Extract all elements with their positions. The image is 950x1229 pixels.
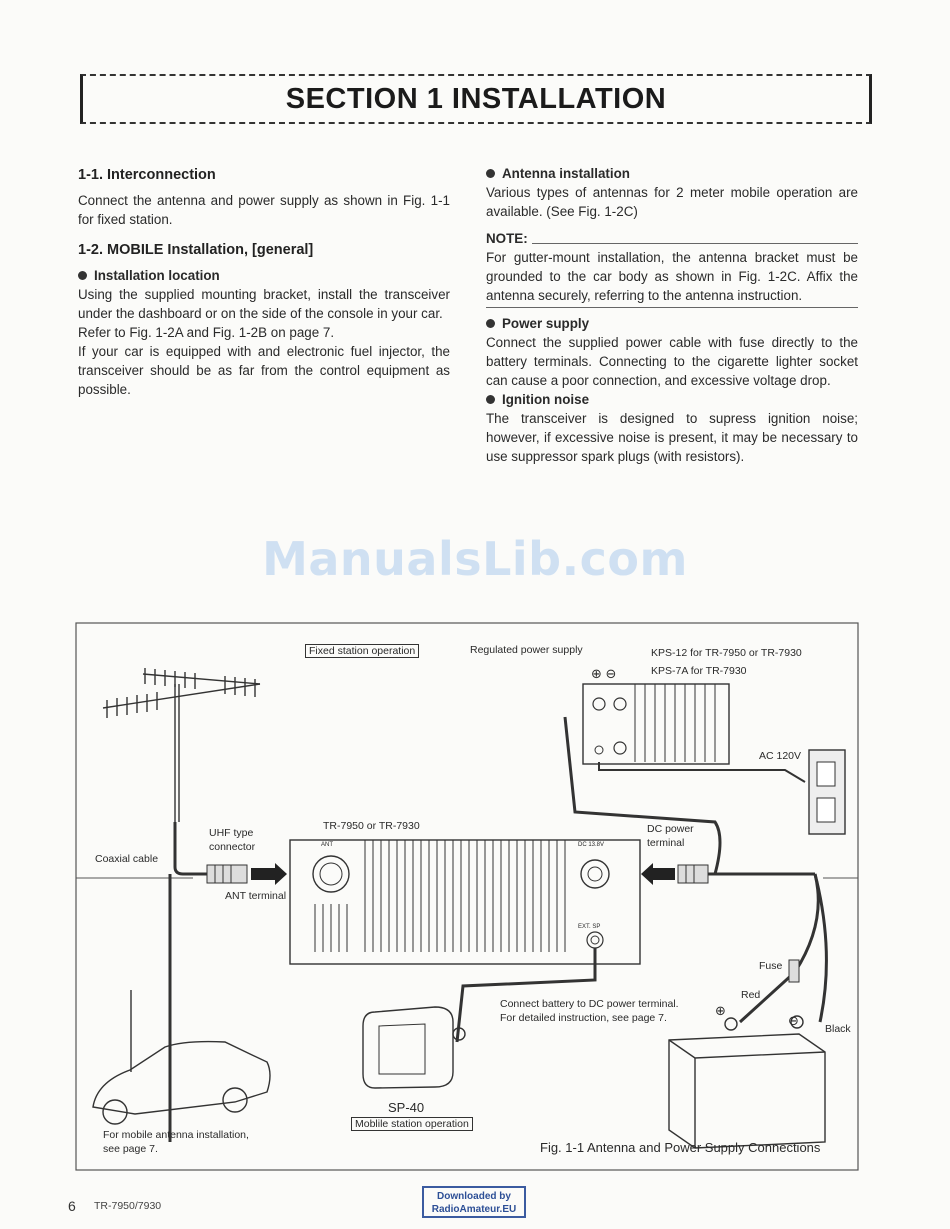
left-column (78, 166, 450, 399)
battery-plus-icon: ⊕ (715, 1003, 726, 1018)
battery-minus-icon: ⊖ (788, 1013, 799, 1028)
dc-power-label-2: terminal (647, 837, 685, 849)
uhf-label-2: connector (209, 841, 256, 853)
power-supply-icon (583, 684, 729, 764)
heading-mobile-installation: 1-2. MOBILE Installation, [general] (78, 242, 314, 258)
yagi-antenna-icon (103, 668, 260, 822)
speaker-icon (363, 1007, 465, 1088)
uhf-label-1: UHF type (209, 827, 254, 839)
transceiver-icon (290, 840, 640, 964)
download-stamp (422, 1186, 526, 1218)
antenna-installation-title (486, 164, 858, 183)
installation-location-label: Installation location (94, 268, 220, 283)
fixed-station-label: Fixed station operation (305, 644, 419, 658)
note-rule-end (486, 307, 858, 308)
plus-minus-icon: ⊕ ⊖ (591, 666, 617, 681)
ext-sp-label: EXT. SP (578, 924, 601, 930)
antenna-installation-label: Antenna installation (502, 166, 630, 181)
figure-1-1 (75, 622, 859, 1171)
bullet-icon (486, 319, 495, 328)
fuse-label: Fuse (759, 960, 783, 972)
installation-location-text-1: Using the supplied mounting bracket, install the transceiver under the dashboard or on the side of the console in your car. (78, 287, 450, 321)
note-text: For gutter-mount installation, the antenna bracket must be grounded to the car body as shown in Fig. 1-2C. Affix the antenna securely, referring to the antenna instruction. (486, 250, 858, 303)
fuse-icon (789, 960, 799, 982)
interconnection-text: Connect the antenna and power supply as shown in Fig. 1-1 for fixed station. (78, 193, 450, 227)
connect-battery-text-1: Connect battery to DC power terminal. (500, 998, 679, 1010)
power-supply-label: Power supply (502, 316, 590, 331)
ac-outlet-icon (809, 750, 845, 834)
ignition-noise-text: The transceiver is designed to supress ignition noise; however, if excessive noise is present, it may be necessary to use suppressor spark plugs (with resistors). (486, 411, 858, 464)
regulated-psu-label: Regulated power supply (470, 644, 583, 656)
power-supply-text: Connect the supplied power cable with fuse directly to the battery terminals. Connecting to the cigarette lighter socket can cause a poor connection, and excessive voltage drop. (486, 335, 858, 388)
black-wire-label: Black (825, 1023, 851, 1035)
kps12-label: KPS-12 for TR-7950 or TR-7930 (651, 647, 802, 659)
red-wire-label: Red (741, 989, 761, 1001)
stamp-line-1: Downloaded by (437, 1191, 511, 1202)
sp40-label: SP-40 (388, 1100, 425, 1115)
car-icon (93, 990, 270, 1124)
antenna-installation-text: Various types of antennas for 2 meter mobile operation are available. (See Fig. 1-2C) (486, 185, 858, 219)
bullet-icon (486, 395, 495, 404)
note-header (486, 229, 858, 248)
footer-model: TR-7950/7930 (94, 1200, 162, 1212)
ant-terminal-label: ANT terminal (225, 890, 287, 902)
section-banner (80, 74, 872, 124)
section-title: SECTION 1 INSTALLATION (285, 83, 667, 115)
connect-battery-text-2: For detailed instruction, see page 7. (500, 1012, 667, 1024)
installation-location-text-3: If your car is equipped with and electronic fuel injector, the transceiver should be as far from the control equipment as possible. (78, 344, 450, 397)
watermark: ManualsLib.com (262, 532, 688, 586)
heading-interconnection: 1-1. Interconnection (78, 167, 216, 183)
installation-location-title (78, 266, 450, 285)
note-label: NOTE: (486, 231, 528, 246)
ignition-noise-label: Ignition noise (502, 392, 590, 407)
coax-label: Coaxial cable (95, 853, 159, 865)
mobile-antenna-text-2: see page 7. (103, 1143, 158, 1155)
bullet-icon (78, 271, 87, 280)
figure-caption: Fig. 1-1 Antenna and Power Supply Connections (540, 1140, 821, 1155)
ant-jack-label: ANT (321, 842, 333, 848)
kps7a-label: KPS-7A for TR-7930 (651, 665, 747, 677)
mobile-station-label: Moblile station operation (351, 1117, 473, 1131)
transceiver-model-label: TR-7950 or TR-7930 (323, 820, 420, 832)
dc-connector-icon (641, 863, 708, 885)
note-rule (532, 233, 858, 244)
figure-drawing (75, 622, 859, 1171)
ignition-noise-title (486, 390, 858, 409)
dc-jack-label: DC 13.8V (578, 842, 605, 848)
mobile-antenna-text-1: For mobile antenna installation, (103, 1129, 249, 1141)
page-number: 6 (68, 1198, 76, 1214)
bullet-icon (486, 169, 495, 178)
dc-power-label-1: DC power (647, 823, 694, 835)
uhf-connector-icon (207, 863, 287, 885)
power-supply-title (486, 314, 858, 333)
battery-icon (669, 1016, 825, 1148)
ac-label: AC 120V (759, 750, 802, 762)
stamp-line-2: RadioAmateur.EU (431, 1204, 517, 1215)
right-column (486, 164, 858, 466)
installation-location-text-2: Refer to Fig. 1-2A and Fig. 1-2B on page 7. (78, 325, 335, 340)
